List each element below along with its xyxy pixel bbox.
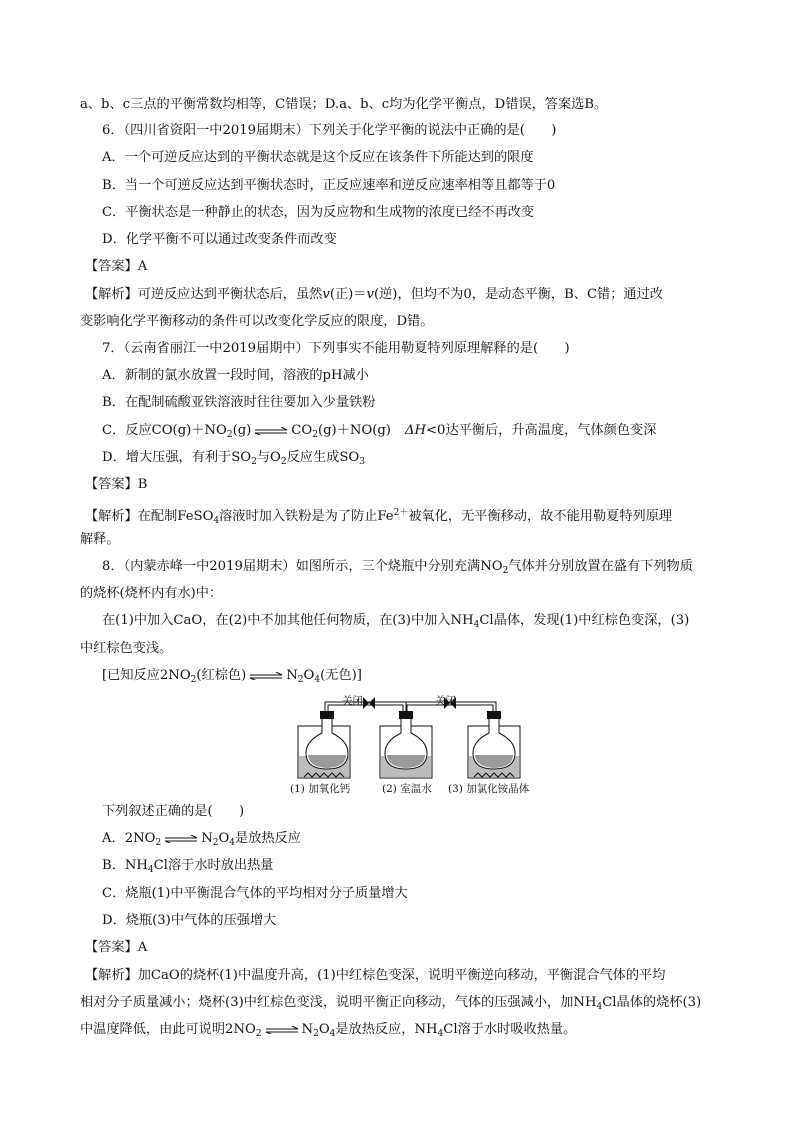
question-8-setup-cont bbox=[80, 639, 172, 659]
question-6-explanation bbox=[85, 285, 663, 305]
question-6-answer bbox=[85, 257, 147, 277]
text: (无色)] bbox=[320, 668, 362, 683]
subscript: 2 bbox=[297, 675, 304, 685]
question-6-stem bbox=[102, 121, 556, 141]
subscript: 4 bbox=[213, 516, 220, 526]
question-8-explanation-cont-2 bbox=[80, 1020, 576, 1044]
superscript: 2＋ bbox=[393, 508, 409, 518]
text: 达平衡后，升高温度，气体颜色变深 bbox=[445, 423, 657, 438]
text: B．NH bbox=[102, 858, 148, 873]
question-8-option-b bbox=[102, 856, 273, 880]
question-6-option-a bbox=[102, 148, 534, 168]
text: Cl溶于水时放出热量 bbox=[153, 858, 274, 873]
text: 反应生成SO bbox=[286, 450, 360, 465]
text: A．新制的氯水放置一段时间，溶液的pH减小 bbox=[102, 368, 369, 383]
text: C．平衡状态是一种静止的状态，因为反应物和生成物的浓度已经不再改变 bbox=[102, 205, 535, 220]
question-6-option-c bbox=[102, 203, 534, 223]
text: [已知反应2NO bbox=[102, 668, 191, 683]
subscript: 4 bbox=[329, 1029, 336, 1039]
beaker-label-3: (3) 加氯化铵晶体 bbox=[448, 783, 530, 795]
text: B．在配制硫酸亚铁溶液时往往要加入少量铁粉 bbox=[102, 395, 376, 410]
text: 中红棕色变浅。 bbox=[80, 641, 173, 656]
subscript: 2 bbox=[226, 430, 233, 440]
question-7-stem bbox=[102, 339, 570, 359]
text: (正)＝ bbox=[329, 287, 367, 302]
subscript: 3 bbox=[359, 457, 365, 467]
closed-label-2: 关闭 bbox=[435, 695, 456, 707]
text: ，但均不为0，是动态平衡，B、C错；通过改 bbox=[397, 287, 663, 302]
text: A．2NO bbox=[102, 831, 156, 846]
question-8-setup bbox=[102, 611, 689, 635]
subscript: 2 bbox=[280, 457, 287, 467]
text: (红棕色) bbox=[196, 668, 247, 683]
text: 7．（云南省丽江一中2019届期中）下列事实不能用勒夏特列原理解释的是( ) bbox=[102, 341, 570, 356]
text: 相对分子质量减小；烧杯(3)中红棕色变浅，说明平衡正向移动，气体的压强减小，加NH bbox=[80, 995, 597, 1010]
question-7-answer bbox=[85, 475, 147, 495]
question-8-answer bbox=[85, 938, 147, 958]
subscript: 4 bbox=[596, 1002, 603, 1012]
beaker-label-2: (2) 室温水 bbox=[382, 783, 432, 795]
text: O bbox=[218, 831, 230, 846]
text: 溶液时加入铁粉是为了防止Fe bbox=[219, 509, 394, 524]
question-8-stem-cont bbox=[80, 584, 222, 604]
text: Cl晶体，发现(1)中红棕色变深，(3) bbox=[479, 613, 690, 628]
question-6-option-b bbox=[102, 176, 555, 196]
text: 【答案】B bbox=[85, 477, 148, 492]
question-7-explanation-cont bbox=[80, 530, 120, 550]
text: v bbox=[322, 287, 330, 302]
subscript: 2 bbox=[313, 1029, 319, 1039]
text: <0 bbox=[425, 423, 446, 438]
question-7-option-c bbox=[102, 421, 656, 445]
subscript: 2 bbox=[502, 566, 509, 576]
subscript: 2 bbox=[212, 838, 219, 848]
subscript: 2 bbox=[312, 430, 318, 440]
question-7-option-d bbox=[102, 448, 365, 472]
question-8-ask bbox=[102, 802, 244, 822]
question-7-option-a bbox=[102, 366, 369, 386]
question-8-explanation bbox=[85, 966, 665, 986]
subscript: 4 bbox=[437, 1029, 444, 1039]
subscript: 2 bbox=[155, 838, 162, 848]
text: ΔH bbox=[404, 423, 426, 438]
text: 的烧杯(烧杯内有水)中： bbox=[80, 586, 223, 601]
text: 在(1)中加入CaO，在(2)中不加其他任何物质，在(3)中加入NH bbox=[102, 613, 474, 628]
text: 气体并分别放置在盛有下列物质 bbox=[508, 559, 693, 574]
text: 被氧化，无平衡移动，故不能用勒夏特列原理 bbox=[408, 509, 673, 524]
text: B．当一个可逆反应达到平衡状态时，正反应速率和逆反应速率相等且都等于0 bbox=[102, 178, 556, 193]
apparatus-figure bbox=[288, 693, 534, 798]
question-6-explanation-cont bbox=[80, 312, 433, 332]
flask-3 bbox=[468, 711, 520, 778]
question-8-option-c bbox=[102, 884, 408, 904]
subscript: 4 bbox=[147, 865, 154, 875]
subscript: 2 bbox=[255, 1029, 262, 1039]
subscript: 2 bbox=[251, 457, 257, 467]
flask-1 bbox=[298, 711, 350, 778]
clamp-icon bbox=[363, 697, 375, 709]
reversible-arrow-icon bbox=[253, 427, 289, 435]
text: N bbox=[301, 1022, 314, 1037]
text: A．一个可逆反应达到的平衡状态就是这个反应在该条件下所能达到的限度 bbox=[102, 150, 534, 165]
text: O bbox=[303, 668, 315, 683]
reversible-arrow-icon bbox=[248, 672, 284, 680]
text-line bbox=[80, 95, 607, 115]
text: N bbox=[201, 831, 213, 846]
text: D．烧瓶(3)中气体的压强增大 bbox=[102, 913, 277, 928]
question-8-option-d bbox=[102, 911, 276, 931]
subscript: 4 bbox=[473, 620, 480, 630]
text: C．烧瓶(1)中平衡混合气体的平均相对分子质量增大 bbox=[102, 886, 408, 901]
text: 【解析】在配制FeSO bbox=[85, 509, 214, 524]
text: 是放热反应 bbox=[235, 831, 301, 846]
text: 【答案】A bbox=[85, 259, 148, 274]
text: 是放热反应，NH bbox=[335, 1022, 438, 1037]
text: 解释。 bbox=[80, 532, 120, 547]
beaker-label-1: (1) 加氧化钙 bbox=[290, 783, 351, 795]
text: O bbox=[318, 1022, 330, 1037]
subscript: 2 bbox=[190, 675, 197, 685]
text: 6．（四川省资阳一中2019届期末）下列关于化学平衡的说法中正确的是( ) bbox=[102, 123, 557, 138]
subscript: 4 bbox=[229, 838, 236, 848]
text: (g)＋NO(g) bbox=[317, 423, 391, 438]
text: v bbox=[366, 287, 374, 302]
subscript: 4 bbox=[314, 675, 321, 685]
text: 与O bbox=[256, 450, 281, 465]
question-8-explanation-cont bbox=[80, 993, 701, 1017]
reversible-arrow-icon bbox=[163, 835, 199, 843]
question-8-stem bbox=[102, 557, 693, 581]
text: 8．（内蒙赤峰一中2019届期末）如图所示，三个烧瓶中分别充满NO bbox=[102, 559, 503, 574]
text: 下列叙述正确的是( ) bbox=[102, 804, 245, 819]
question-6-option-d bbox=[102, 230, 337, 250]
closed-label-1: 关闭 bbox=[342, 695, 363, 707]
text: CO bbox=[291, 423, 313, 438]
text: 【解析】可逆反应达到平衡状态后，虽然 bbox=[85, 287, 323, 302]
question-8-known-reaction bbox=[102, 666, 362, 690]
text: N bbox=[286, 668, 298, 683]
text: 【解析】加CaO的烧杯(1)中温度升高，(1)中红棕色变深，说明平衡逆向移动，平衡混合气体的平均 bbox=[85, 968, 666, 983]
text: D．化学平衡不可以通过改变条件而改变 bbox=[102, 232, 337, 247]
flask-2 bbox=[380, 711, 432, 778]
text: Cl溶于水时吸收热量。 bbox=[443, 1022, 577, 1037]
text: Cl晶体的烧杯(3) bbox=[602, 995, 702, 1010]
text: D．增大压强，有利于SO bbox=[102, 450, 252, 465]
text: (g) bbox=[232, 423, 252, 438]
text: 变影响化学平衡移动的条件可以改变化学反应的限度，D错。 bbox=[80, 314, 434, 329]
text: C．反应CO(g)＋NO bbox=[102, 423, 227, 438]
question-7-option-b bbox=[102, 393, 375, 413]
reversible-arrow-icon bbox=[264, 1026, 300, 1034]
text: a、b、c三点的平衡常数均相等，C错误；D.a、b、c均为化学平衡点，D错误，答案选B。 bbox=[80, 97, 608, 112]
question-8-option-a bbox=[102, 829, 301, 853]
text: 中温度降低，由此可说明2NO bbox=[80, 1022, 256, 1037]
text: (逆) bbox=[373, 287, 398, 302]
text: 【答案】A bbox=[85, 940, 148, 955]
question-7-explanation bbox=[85, 503, 672, 531]
